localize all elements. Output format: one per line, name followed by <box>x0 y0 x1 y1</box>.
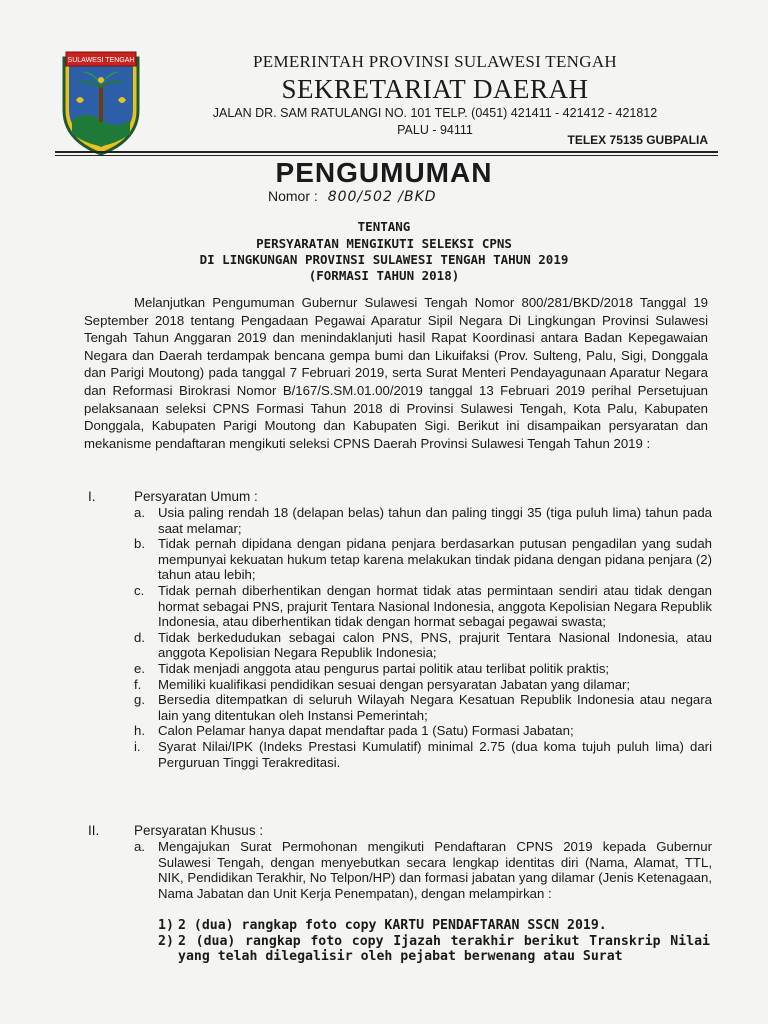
section-1-item <box>134 723 712 739</box>
section-1-title: Persyaratan Umum : <box>134 489 258 504</box>
section-2-sub-item <box>158 934 710 965</box>
office-address: JALAN DR. SAM RATULANGI NO. 101 TELP. (0451) 421411 - 421412 - 421812 <box>212 106 658 120</box>
section-1-item-marker: e. <box>134 660 145 676</box>
section-1-item <box>134 583 712 630</box>
section-2-item <box>134 839 712 901</box>
heading-line-3: DI LINGKUNGAN PROVINSI SULAWESI TENGAH TAHUN 2019 <box>199 252 569 267</box>
section-1-item-marker: b. <box>134 536 145 552</box>
section-1-item-marker: i. <box>134 738 141 754</box>
heading-line-2: PERSYARATAN MENGIKUTI SELEKSI CPNS <box>256 236 512 251</box>
section-2-sub-item-marker: 2) <box>158 933 174 949</box>
section-2-number: II. <box>88 823 100 838</box>
section-1-item-text: Tidak pernah diberhentikan dengan hormat tidak atas permintaan sendiri atau tidak dengan hormat sebagai PNS, prajurit Tentara Nasional Indonesia, anggota Kepolisian Negara Republik Indonesia, atau diberhentikan tidak dengan hormat sebagai pegawai swasta; <box>158 582 712 630</box>
section-1-item-text: Tidak pernah dipidana dengan pidana penjara berdasarkan putusan pengadilan yang sudah mempunyai kekuatan hukum tetap karena melakukan tindak pidana dengan pidana penjara (2) tahun atau lebih; <box>158 536 712 583</box>
section-1-item-text: Memiliki kualifikasi pendidikan sesuai dengan persyaratan Jabatan yang dilamar; <box>158 676 631 692</box>
intro-paragraph: Melanjutkan Pengumuman Gubernur Sulawesi Tengah Nomor 800/281/BKD/2018 Tanggal 19 September 2018 tentang Pengadaan Pegawai Aparatur Sipil Negara Di Lingkungan Provinsi Sulawesi Tengah Tahun Anggaran 2019 dan menindaklanjuti hasil Rapat Koordinasi antara Badan Kepegawaian Negara dan Daerah terdampak bencana gempa bumi dan Likuifaksi (Prov. Sulteng, Palu, Sigi, Donggala dan Parigi Moutong) pada tanggal 7 Februari 2019, serta Surat Menteri Pendayagunaan Aparatur Negara dan Reformasi Birokrasi Nomor B/167/S.SM.01.00/2019 tanggal 13 Februari 2019 perihal Persetujuan pelaksanaan seleksi CPNS Formasi Tahun 2018 di Provinsi Sulawesi Tengah, Kota Palu, Kabupaten Donggala, Kabupaten Parigi Moutong dan Kabupaten Sigi. Berikut ini disampaikan persyaratan dan mekanisme pendaftaran mengikuti seleksi CPNS Daerah Provinsi Sulawesi Tengah Tahun 2019 : <box>84 295 708 451</box>
office-city: PALU - 94111 <box>397 123 473 137</box>
heading-line-1: TENTANG <box>357 219 411 234</box>
section-2-sublist <box>158 918 710 965</box>
section-2-sub-item-marker: 1) <box>158 918 174 933</box>
office-name: SEKRETARIAT DAERAH <box>281 74 589 104</box>
letterhead-divider-thin <box>55 155 718 156</box>
section-2-sub-item-text: 2 (dua) rangkap foto copy KARTU PENDAFTARAN SSCN 2019. <box>178 918 607 933</box>
section-2-item-marker: a. <box>134 839 145 854</box>
section-2-item-text: Mengajukan Surat Permohonan mengikuti Pendaftaran CPNS 2019 kepada Gubernur Sulawesi Tengah, dengan menyebutkan secara lengkap identitas diri (Nama, Alamat, TTL, NIK, Pendidikan Terakhir, No Telpon/HP) dan formasi jabatan yang dilamar (Jenis Ketenagaan, Nama Jabatan dan Unit Kerja Penempatan), dengan melampirkan : <box>158 839 712 901</box>
section-1-item-text: Tidak berkedudukan sebagai calon PNS, PNS, prajurit Tentara Nasional Indonesia, atau anggota Kepolisian Negara Republik Indonesia; <box>158 629 712 661</box>
letterhead-divider <box>55 151 718 153</box>
heading-line-4: (FORMASI TAHUN 2018) <box>308 268 460 283</box>
section-1-item <box>134 536 712 583</box>
document-number-label: Nomor : <box>268 188 318 204</box>
section-2-title: Persyaratan Khusus : <box>134 823 264 838</box>
section-1-item-marker: g. <box>134 692 145 708</box>
government-name: PEMERINTAH PROVINSI SULAWESI TENGAH <box>253 52 617 71</box>
provincial-emblem-icon <box>58 50 144 158</box>
section-2-sub-item <box>158 918 710 934</box>
document-number <box>268 188 437 205</box>
document-number-value: 800/502 /BKD <box>327 189 437 205</box>
section-1-item-marker: a. <box>134 505 145 520</box>
section-1-item <box>134 661 712 677</box>
section-2-list <box>134 839 712 901</box>
section-1-item-marker: d. <box>134 629 145 645</box>
section-1-item-marker: c. <box>134 582 145 598</box>
section-1-item-text: Usia paling rendah 18 (delapan belas) tahun dan paling tinggi 35 (tiga puluh lima) tahun pada saat melamar; <box>158 505 712 536</box>
section-1-item-text: Syarat Nilai/IPK (Indeks Prestasi Kumulatif) minimal 2.75 (dua koma tujuh puluh lima) dari Perguruan Tinggi Terakreditasi. <box>158 738 712 770</box>
section-1-item <box>134 630 712 661</box>
section-1-item-text: Tidak menjadi anggota atau pengurus partai politik atau terlibat politik praktis; <box>158 660 610 676</box>
section-1-item <box>134 677 712 693</box>
section-1-list <box>134 505 712 770</box>
section-1-item-marker: h. <box>134 723 145 739</box>
section-1-item-text: Calon Pelamar hanya dapat mendaftar pada 1 (Satu) Formasi Jabatan; <box>158 723 574 739</box>
section-1-item <box>134 739 712 770</box>
section-1-number: I. <box>88 489 96 504</box>
section-1-item-marker: f. <box>134 676 142 692</box>
section-1-item <box>134 692 712 723</box>
office-telex: TELEX 75135 GUBPALIA <box>567 133 708 147</box>
section-1-item <box>134 505 712 536</box>
logo-banner-text: SULAWESI TENGAH <box>67 57 135 64</box>
section-1-item-text: Bersedia ditempatkan di seluruh Wilayah Negara Kesatuan Republik Indonesia atau negara lain yang ditentukan oleh Instansi Pemerintah; <box>158 692 712 723</box>
section-2-sub-item-text: 2 (dua) rangkap foto copy Ijazah terakhir berikut Transkrip Nilai yang telah dilegalisir oleh pejabat berwenang atau Surat <box>178 933 710 965</box>
document-title: PENGUMUMAN <box>275 157 493 188</box>
